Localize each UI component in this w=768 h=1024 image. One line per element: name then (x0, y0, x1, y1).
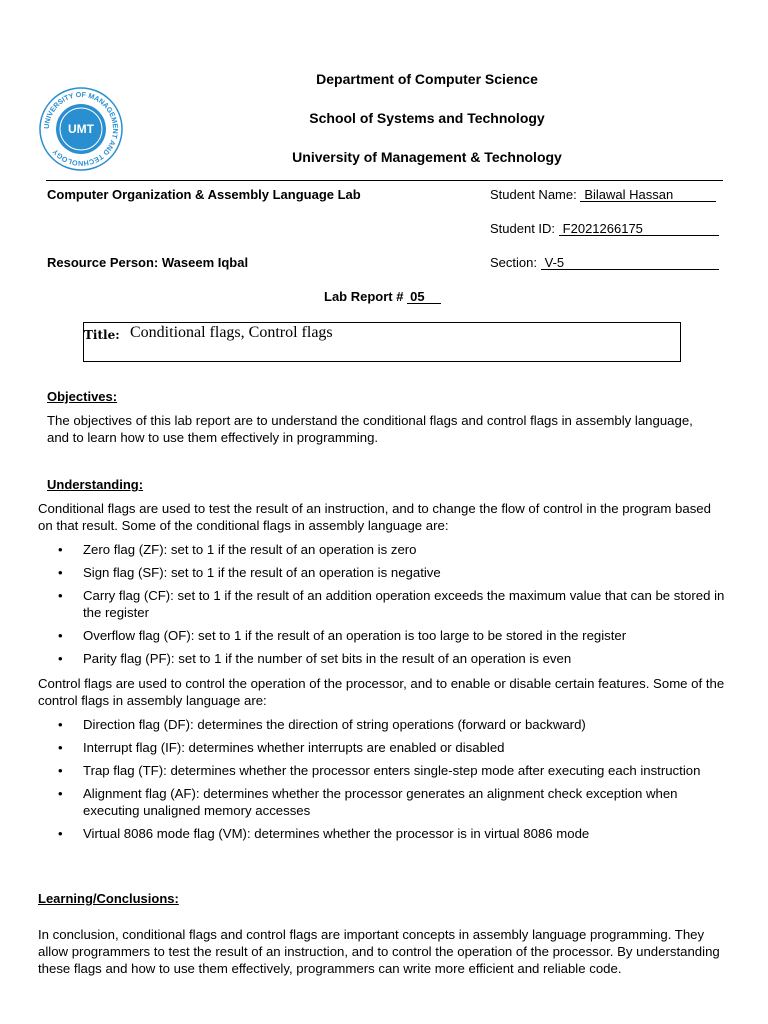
section-field (541, 255, 719, 270)
lab-report-field (407, 289, 441, 304)
conditional-flags-intro: Conditional flags are used to test the result of an instruction, and to change the flow of control in the program based on that result. Some of the conditional flags in assembly language are: (38, 501, 711, 533)
university-logo (38, 86, 124, 172)
list-item: • Zero flag (ZF): set to 1 if the result of an operation is zero (58, 542, 417, 557)
lab-report-value: 05 (410, 289, 425, 304)
student-name-label: Student Name: (490, 187, 577, 202)
course-name: Computer Organization & Assembly Language Lab (47, 187, 361, 202)
title-label: Title: (84, 328, 120, 342)
control-flags-intro: Control flags are used to control the operation of the processor, and to enable or disable certain features. Some of the control flags in assembly language are: (38, 676, 725, 708)
lab-report-label: Lab Report # (324, 289, 404, 304)
conditional-flags-list (38, 541, 728, 673)
student-id-field (559, 221, 719, 236)
understanding-heading: Understanding: (47, 477, 144, 492)
list-item: • Alignment flag (AF): determines whether the processor generates an alignment check exception when executing unaligned memory accesses (58, 786, 678, 818)
bullet: • (58, 717, 63, 732)
bullet: • (58, 565, 63, 580)
bullet: • (58, 542, 63, 557)
school-heading: School of Systems and Technology (309, 110, 545, 126)
header-divider (46, 180, 723, 181)
bullet: • (58, 786, 63, 801)
list-item: • Direction flag (DF): determines the direction of string operations (forward or backward) (58, 717, 586, 732)
list-item: • Interrupt flag (IF): determines whether interrupts are enabled or disabled (58, 740, 505, 755)
bullet: • (58, 763, 63, 778)
department-heading: Department of Computer Science (316, 71, 538, 87)
section-row (490, 255, 730, 270)
list-item: • Carry flag (CF): set to 1 if the result of an addition operation exceeds the maximum value that can be stored in the register (58, 588, 725, 620)
lab-report-row (324, 289, 441, 304)
logo-text: UMT (68, 122, 94, 136)
bullet: • (58, 588, 63, 603)
list-item: • Trap flag (TF): determines whether the processor enters single-step mode after executing each instruction (58, 763, 701, 778)
section-label: Section: (490, 255, 537, 270)
student-id-row (490, 221, 730, 236)
student-name-field (580, 187, 716, 202)
university-heading: University of Management & Technology (292, 149, 562, 165)
conclusions-text: In conclusion, conditional flags and control flags are important concepts in assembly language programming. They allow programmers to test the result of an instruction, and to control the operation of the processor. By understanding these flags and how to use them effectively, programmers can write more efficient and reliable code. (38, 927, 720, 976)
student-id-label: Student ID: (490, 221, 556, 236)
list-item: • Sign flag (SF): set to 1 if the result of an operation is negative (58, 565, 441, 580)
bullet: • (58, 740, 63, 755)
section-value: V-5 (544, 255, 565, 270)
objectives-text: The objectives of this lab report are to understand the conditional flags and control flags in assembly language, and to learn how to use them effectively in programming. (47, 413, 693, 445)
list-item: • Parity flag (PF): set to 1 if the number of set bits in the result of an operation is even (58, 651, 572, 666)
conclusions-heading: Learning/Conclusions: (38, 891, 179, 906)
resource-person: Resource Person: Waseem Iqbal (47, 255, 249, 270)
title-value: Conditional flags, Control flags (130, 324, 333, 341)
logo-ring-text: UNIVERSITY OF MANAGEMENT AND TECHNOLOGY (41, 89, 121, 169)
bullet: • (58, 826, 63, 841)
title-box (83, 322, 681, 362)
bullet: • (58, 651, 63, 666)
student-name-row (490, 187, 730, 202)
bullet: • (58, 628, 63, 643)
student-id-value: F2021266175 (562, 221, 643, 236)
student-name-value: Bilawal Hassan (584, 187, 674, 202)
objectives-heading: Objectives: (47, 389, 118, 404)
list-item: • Virtual 8086 mode flag (VM): determines whether the processor is in virtual 8086 mode (58, 826, 590, 841)
control-flags-list (38, 716, 728, 848)
list-item: • Overflow flag (OF): set to 1 if the result of an operation is too large to be stored in the register (58, 628, 627, 643)
